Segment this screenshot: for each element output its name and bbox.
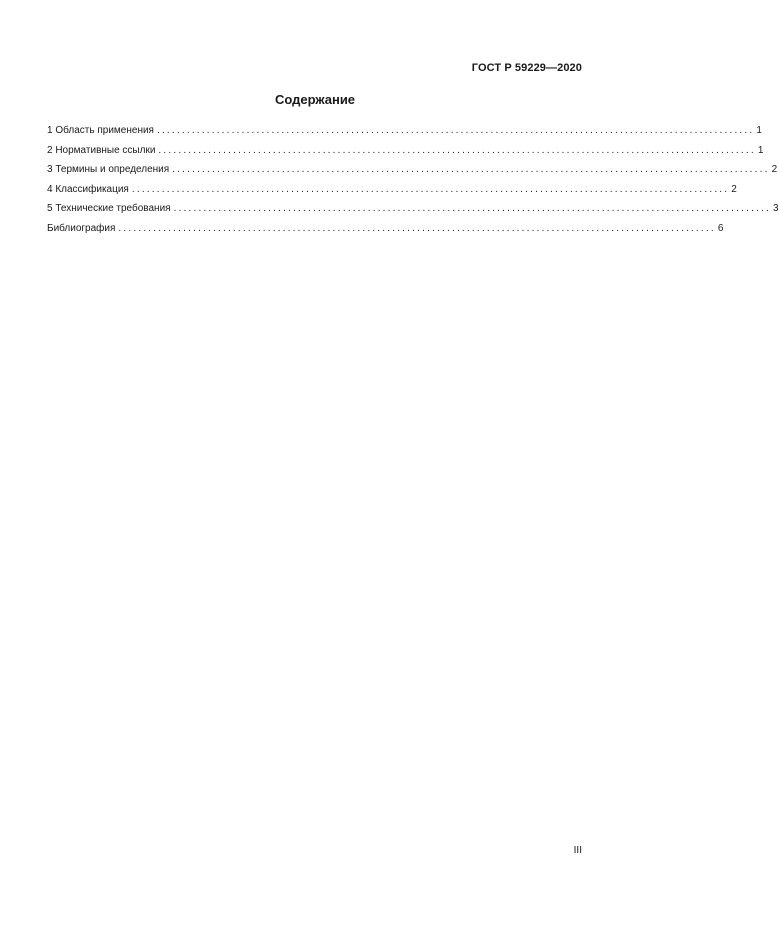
toc-item-normative-references[interactable] xyxy=(47,141,764,161)
toc-item-bibliography[interactable] xyxy=(47,219,724,239)
toc-item-terms-definitions[interactable] xyxy=(47,160,778,180)
toc-leader-dots: ........................................................................................................................ xyxy=(156,125,755,136)
toc-leader-dots: ........................................................................................................................ xyxy=(158,144,756,156)
toc-item-label: 1 Область применения xyxy=(47,125,154,136)
toc-item-page: 1 xyxy=(757,144,764,156)
toc-leader-dots: ........................................................................................................................ xyxy=(172,164,770,176)
toc-item-page: 6 xyxy=(717,222,724,234)
toc-item-technical-requirements[interactable] xyxy=(47,199,779,219)
page-number: III xyxy=(573,845,582,856)
toc-item-label: 3 Термины и определения xyxy=(47,164,170,176)
table-of-contents xyxy=(47,121,779,239)
toc-item-label: 2 Нормативные ссылки xyxy=(47,144,156,156)
toc-item-page: 3 xyxy=(772,203,779,215)
toc-item-label: 5 Технические требования xyxy=(47,203,171,215)
toc-item-page: 2 xyxy=(731,183,737,195)
toc-leader-dots: ........................................................................................................................ xyxy=(173,203,771,215)
toc-item-scope[interactable] xyxy=(47,121,762,141)
toc-item-classification[interactable] xyxy=(47,180,737,200)
toc-item-label: Библиография xyxy=(47,222,116,234)
toc-leader-dots: ........................................................................................................................ xyxy=(118,222,716,234)
toc-title: Содержание xyxy=(274,92,356,107)
toc-item-page: 1 xyxy=(756,125,762,136)
toc-leader-dots: ........................................................................................................................ xyxy=(131,183,730,195)
toc-item-page: 2 xyxy=(771,164,778,176)
document-code: ГОСТ Р 59229—2020 xyxy=(471,62,582,74)
toc-item-label: 4 Классификация xyxy=(47,183,129,195)
